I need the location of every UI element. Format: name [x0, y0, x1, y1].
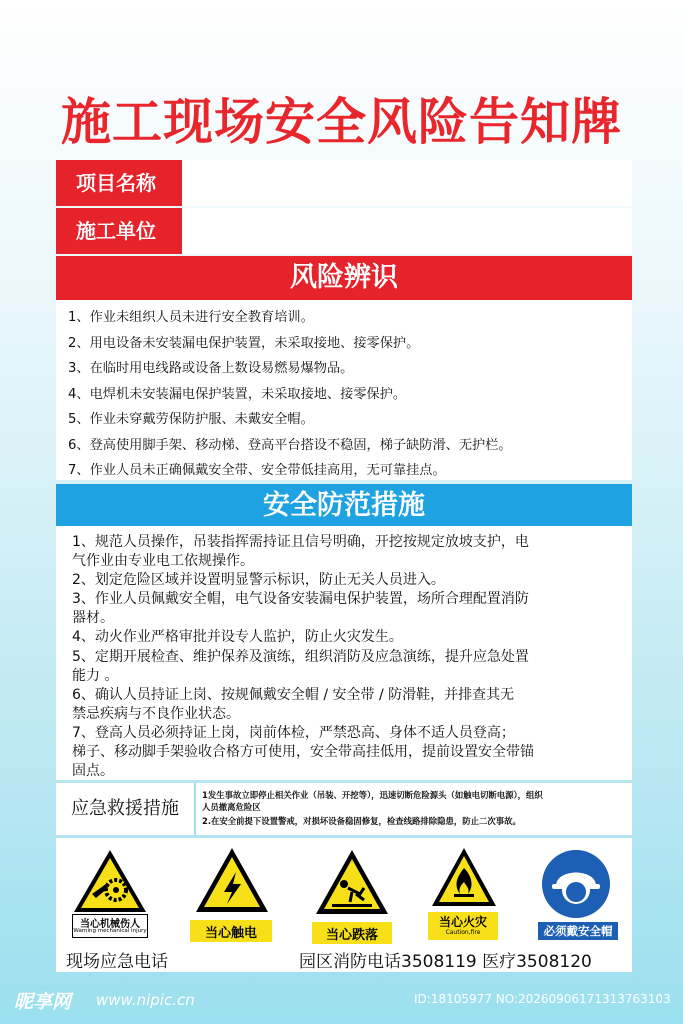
project-name-label: 项目名称 [56, 160, 182, 206]
risk-heading: 风险辨识 [56, 256, 632, 300]
measure-line: 5、定期开展检查、维护保养及演练，组织消防及应急演练，提升应急处置 [72, 649, 529, 665]
project-name-value[interactable] [188, 160, 632, 206]
sign-label: 当心触电 [204, 926, 257, 941]
risk-item: 2、用电设备未安装漏电保护装置，未采取接地、接零保护。 [68, 336, 420, 351]
project-name-row [56, 160, 632, 206]
emergency-label: 应急救援措施 [56, 783, 196, 835]
fire-warning-icon [430, 846, 498, 908]
mechanical-injury-warning-icon [72, 848, 148, 914]
risk-item: 7、作业人员未正确佩戴安全带、安全带低挂高用，无可靠挂点。 [68, 463, 446, 478]
watermark-logo: 昵享网 [14, 991, 72, 1013]
emergency-line: 2.在安全前提下设置警戒，对损坏设备稳固修复，检查线路排除隐患，防止二次事故。 [202, 816, 521, 826]
safety-helmet-mandatory-icon [540, 848, 612, 920]
measure-line: 4、动火作业严格审批并设专人监护，防止火灾发生。 [72, 629, 403, 645]
measure-line: 7、登高人员必须持证上岗，岗前体检，严禁恐高、身体不适人员登高； [72, 725, 515, 741]
emergency-line: 1发生事故立即停止相关作业（吊装、开挖等），迅速切断危险源头（如触电切断电源），组织 [202, 790, 543, 800]
sign-label: 当心机械伤人 [80, 919, 140, 930]
electric-shock-warning-icon [194, 846, 270, 914]
measure-line: 6、确认人员持证上岗、按规佩戴安全帽 / 安全带 / 防滑鞋，并排查其无 [72, 687, 515, 703]
sign-label: 当心跌落 [325, 928, 378, 943]
page-title: 施工现场安全风险告知牌 [61, 93, 622, 151]
measure-line: 固点。 [72, 763, 114, 779]
risk-item: 1、作业未组织人员未进行安全教育培训。 [68, 310, 314, 325]
sign-sublabel: Warning mechanical injury [73, 928, 147, 934]
emergency-section [56, 783, 632, 835]
measure-line: 器材。 [72, 610, 114, 626]
fall-warning-icon [314, 848, 390, 916]
risk-item: 4、电焊机未安装漏电保护装置，未采取接地、接零保护。 [68, 387, 407, 402]
risk-item: 3、在临时用电线路或设备上数设易燃易爆物品。 [68, 361, 354, 376]
risk-item: 6、登高使用脚手架、移动梯、登高平台搭设不稳固，梯子缺防滑、无护栏。 [68, 438, 512, 453]
sign-label: 必须戴安全帽 [543, 924, 613, 938]
measure-line: 禁忌疾病与不良作业状态。 [72, 706, 240, 722]
risk-item: 5、作业未穿戴劳保防护服、未戴安全帽。 [68, 412, 314, 427]
watermark-url: www.nipic.cn [96, 991, 195, 1009]
measure-line: 3、作业人员佩戴安全帽，电气设备安装漏电保护装置，场所合理配置消防 [72, 591, 529, 607]
measure-line: 2、划定危险区域并设置明显警示标识，防止无关人员进入。 [72, 572, 445, 588]
measure-line: 梯子、移动脚手架验收合格方可使用，安全带高挂低用，提前设置安全带锚 [72, 744, 534, 760]
sign-label: 当心火灾 [438, 915, 487, 929]
construction-unit-label: 施工单位 [56, 208, 182, 254]
watermark-id: ID:18105977 NO:20260906171313763103 [414, 992, 671, 1006]
construction-unit-row [56, 208, 632, 254]
construction-unit-value[interactable] [188, 208, 632, 254]
park-phone-numbers: 园区消防电话3508119 医疗3508120 [299, 952, 592, 972]
measure-line: 能力 。 [72, 668, 119, 684]
measures-heading: 安全防范措施 [56, 484, 632, 528]
sign-sublabel: Caution,fire [445, 929, 481, 936]
emergency-line: 人员撤离危险区 [202, 802, 261, 812]
measure-line: 气作业由专业电工依规操作。 [72, 553, 254, 569]
site-emergency-phone-label: 现场应急电话 [66, 952, 168, 972]
measure-line: 1、规范人员操作，吊装指挥需持证且信号明确，开挖按规定放坡支护，电 [72, 534, 529, 550]
